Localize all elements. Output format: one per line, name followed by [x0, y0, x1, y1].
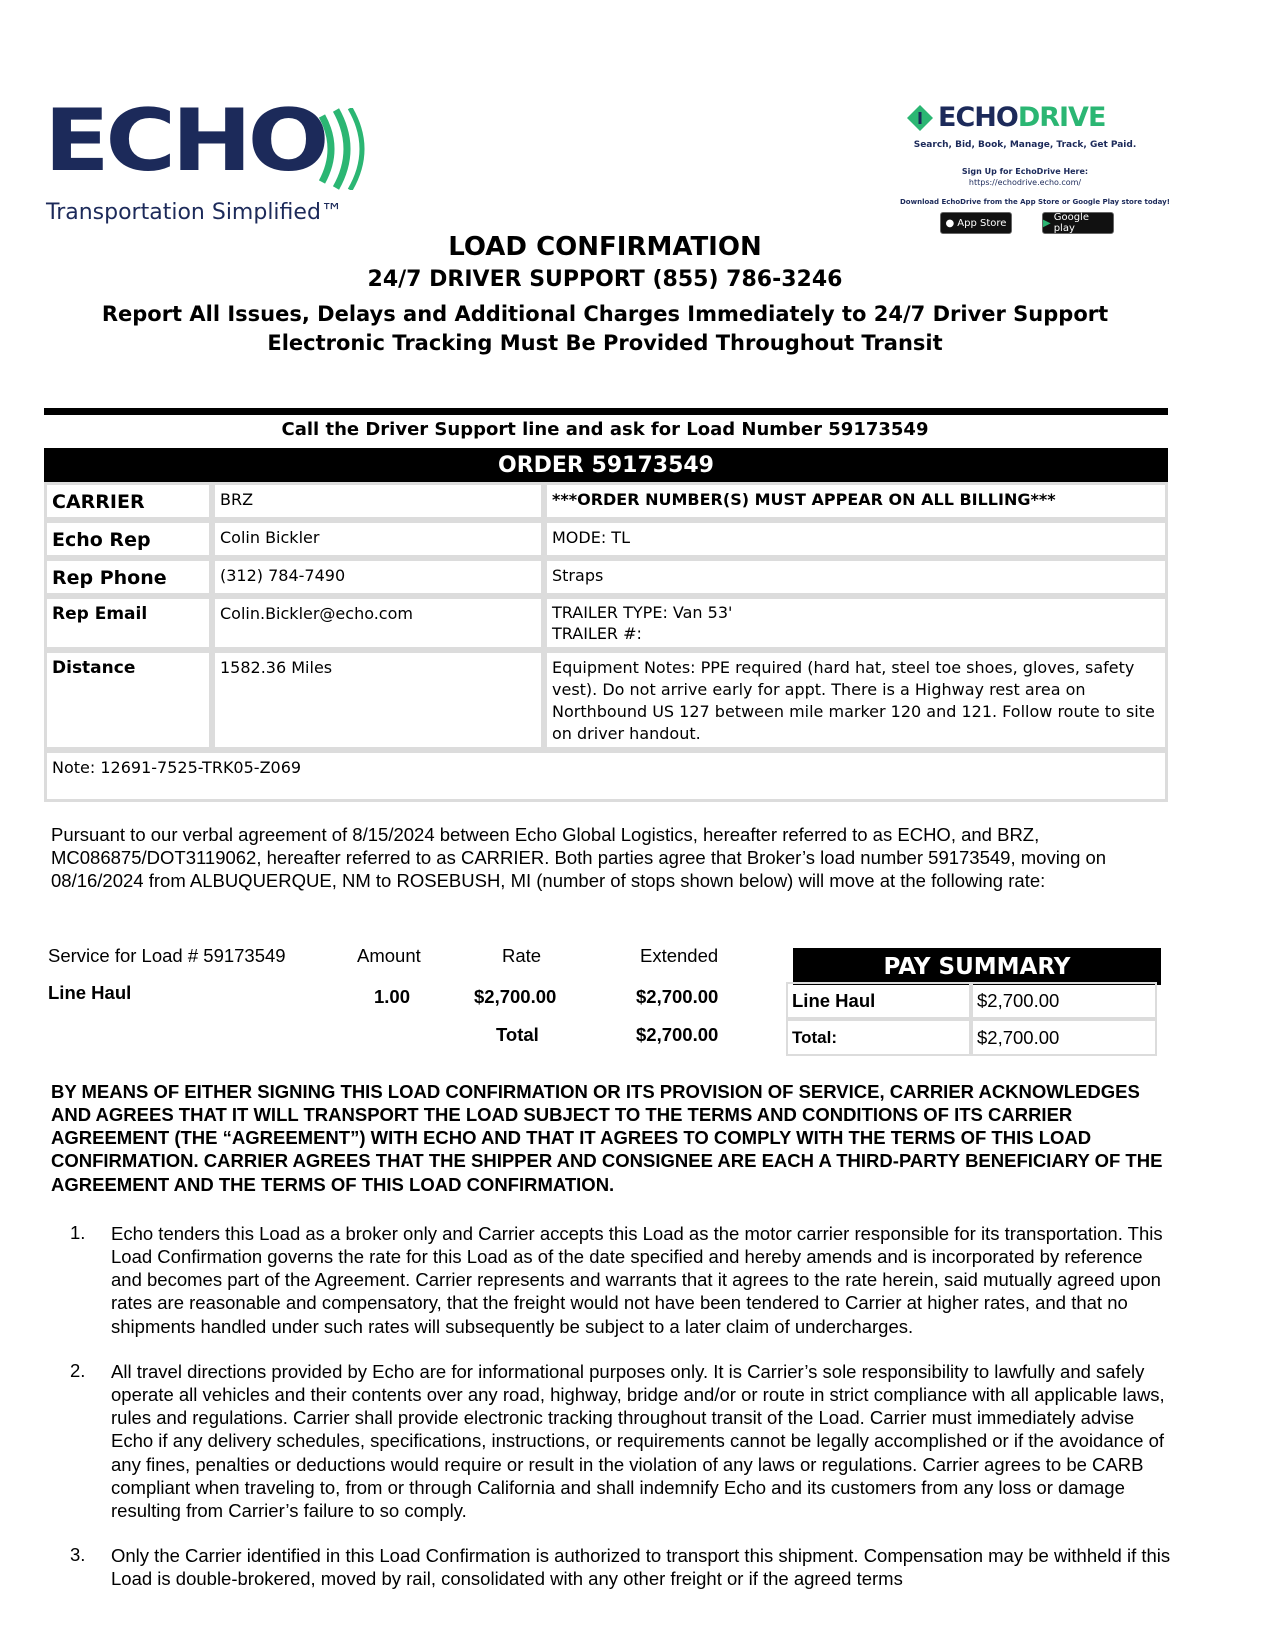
play-icon: ▶	[1043, 217, 1051, 229]
order-row-value: Colin Bickler	[212, 520, 544, 558]
order-row-value: BRZ	[212, 482, 544, 520]
term-item: Only the Carrier identified in this Load Confirmation is authorized to transport this shipment. Compensation may be withheld if this Load is double-brokered, moved by rail, consolidated with any other freight or if the agreed terms	[111, 1545, 1171, 1590]
echodrive-download-text: Download EchoDrive from the App Store or Google Play store today!	[900, 198, 1170, 206]
order-row-right: Straps	[544, 558, 1168, 596]
echodrive-brand-a: ECHO	[938, 102, 1018, 133]
order-row-label: Rep Phone	[44, 558, 212, 596]
echodrive-logo	[938, 102, 1105, 133]
service-line-label: Line Haul	[48, 982, 132, 1003]
driver-support-line: 24/7 DRIVER SUPPORT (855) 786-3246	[367, 267, 843, 292]
order-title: ORDER 59173549	[498, 452, 714, 478]
agreement-paragraph: Pursuant to our verbal agreement of 8/15/2024 between Echo Global Logistics, hereafter referred to as ECHO, and BRZ, MC086875/DOT3119062, hereafter referred to as CARRIER. Both parties agree that Broker’s load number 59173549, moving on 08/16/2024 from ALBUQUERQUE, NM to ROSEBUSH, MI (number of stops shown below) will move at the following rate:	[51, 824, 1107, 892]
rate-header: Rate	[502, 945, 542, 966]
echo-signal-icon	[318, 108, 374, 190]
order-row-label: CARRIER	[44, 482, 212, 520]
pay-total-label: Total:	[786, 1019, 971, 1056]
order-title-bar	[44, 448, 1168, 482]
term-number: 2.	[70, 1360, 86, 1381]
echo-logo	[44, 91, 326, 191]
page-title: LOAD CONFIRMATION	[448, 232, 762, 262]
echodrive-url-link[interactable]: https://echodrive.echo.com/	[968, 178, 1082, 187]
term-number: 3.	[70, 1544, 86, 1565]
order-row-label: Echo Rep	[44, 520, 212, 558]
service-total-label: Total	[496, 1024, 539, 1045]
service-line-amount: 1.00	[374, 986, 411, 1007]
echodrive-road-icon	[906, 104, 934, 132]
logo-tagline: Transportation Simplified™	[46, 200, 343, 225]
service-line-rate: $2,700.00	[474, 986, 557, 1007]
pay-total-value: $2,700.00	[971, 1019, 1157, 1056]
app-store-label: App Store	[957, 217, 1007, 229]
google-play-label: Google play	[1053, 212, 1089, 234]
service-total-value: $2,700.00	[636, 1024, 719, 1045]
order-row-right	[544, 596, 1168, 650]
order-row-right: ***ORDER NUMBER(S) MUST APPEAR ON ALL BILLING***	[544, 482, 1168, 520]
service-line-extended: $2,700.00	[636, 986, 719, 1007]
echodrive-brand-b: DRIVE	[1017, 102, 1106, 133]
report-issues-notice: Report All Issues, Delays and Additional Charges Immediately to 24/7 Driver Support	[101, 302, 1109, 326]
order-row-label: Rep Email	[44, 596, 212, 650]
echodrive-tagline: Search, Bid, Book, Manage, Track, Get Paid.	[913, 140, 1137, 150]
top-divider	[44, 408, 1168, 415]
term-item: Echo tenders this Load as a broker only and Carrier accepts this Load as the motor carrier responsible for its transportation. This Load Confirmation governs the rate for this Load as of the date specified and hereby amends and is incorporated by reference and becomes part of the Agreement. Carrier represents and warrants that it agrees to the rate herein, said mutually agreed upon rates are reasonable and compensatory, that the freight would not have been tendered to Carrier at higher rates, and that no shipments handled under such rates will subsequently be subject to a later claim of undercharges.	[111, 1223, 1163, 1337]
amount-header: Amount	[357, 945, 421, 966]
term-number: 1.	[70, 1222, 86, 1243]
trailer-number: TRAILER #:	[552, 623, 642, 643]
trailer-type: TRAILER TYPE: Van 53'	[552, 603, 733, 622]
terms-heading: BY MEANS OF EITHER SIGNING THIS LOAD CONFIRMATION OR ITS PROVISION OF SERVICE, CARRIER ACKNOWLEDGES AND AGREES THAT IT WILL TRANSPORT THE LOAD SUBJECT TO THE TERMS AND CONDITIONS OF ITS CARRIER AGREEMENT (THE “AGREEMENT”) WITH ECHO AND THAT IT AGREES TO COMPLY WITH THE TERMS OF THIS LOAD CONFIRMATION. CARRIER AGREES THAT THE SHIPPER AND CONSIGNEE ARE EACH A THIRD-PARTY BENEFICIARY OF THE AGREEMENT AND THE TERMS OF THIS LOAD CONFIRMATION.	[51, 1081, 1163, 1195]
pay-line-label: Line Haul	[786, 982, 971, 1019]
pay-summary-title-bar	[793, 948, 1161, 985]
term-item: All travel directions provided by Echo are for informational purposes only. It is Carrier’s sole responsibility to lawfully and safely operate all vehicles and their contents over any road, highway, bridge and/or or route in strict compliance with all applicable laws, rules and regulations. Carrier shall provide electronic tracking throughout transit of the Load. Carrier must immediately advise Echo if any delivery schedules, specifications, instructions, or requirements cannot be legally accomplished or if the avoidance of any fines, penalties or deductions would require or result in the violation of any laws or regulations. Carrier agrees to be CARB compliant when traveling to, from or through California and shall indemnify Echo and its customers from any loss or damage resulting from Carrier’s failure to so comply.	[111, 1361, 1165, 1521]
pay-summary-title: PAY SUMMARY	[883, 953, 1071, 980]
echo-logo-text: ECHO	[44, 91, 326, 191]
extended-header: Extended	[640, 945, 719, 966]
equipment-notes: Equipment Notes: PPE required (hard hat, steel toe shoes, gloves, safety vest). Do not arrive early for appt. There is a Highway rest area on Northbound US 127 between mile marker 120 and 121. Follow route to site on driver handout.	[544, 650, 1168, 750]
tracking-notice: Electronic Tracking Must Be Provided Throughout Transit	[267, 331, 943, 355]
echodrive-signup: Sign Up for EchoDrive Here:	[961, 167, 1089, 176]
call-support-instruction: Call the Driver Support line and ask for Load Number 59173549	[281, 419, 929, 440]
app-store-button[interactable]	[940, 212, 1012, 234]
service-header: Service for Load # 59173549	[48, 945, 286, 966]
order-row-value: Colin.Bickler@echo.com	[212, 596, 544, 650]
order-note: Note: 12691-7525-TRK05-Z069	[44, 750, 1168, 802]
order-row-value: (312) 784-7490	[212, 558, 544, 596]
order-row-value: 1582.36 Miles	[212, 650, 544, 750]
pay-line-value: $2,700.00	[971, 982, 1157, 1019]
order-row-right: MODE: TL	[544, 520, 1168, 558]
apple-icon: ●	[945, 217, 955, 229]
google-play-button[interactable]	[1042, 212, 1114, 234]
order-row-label: Distance	[44, 650, 212, 750]
